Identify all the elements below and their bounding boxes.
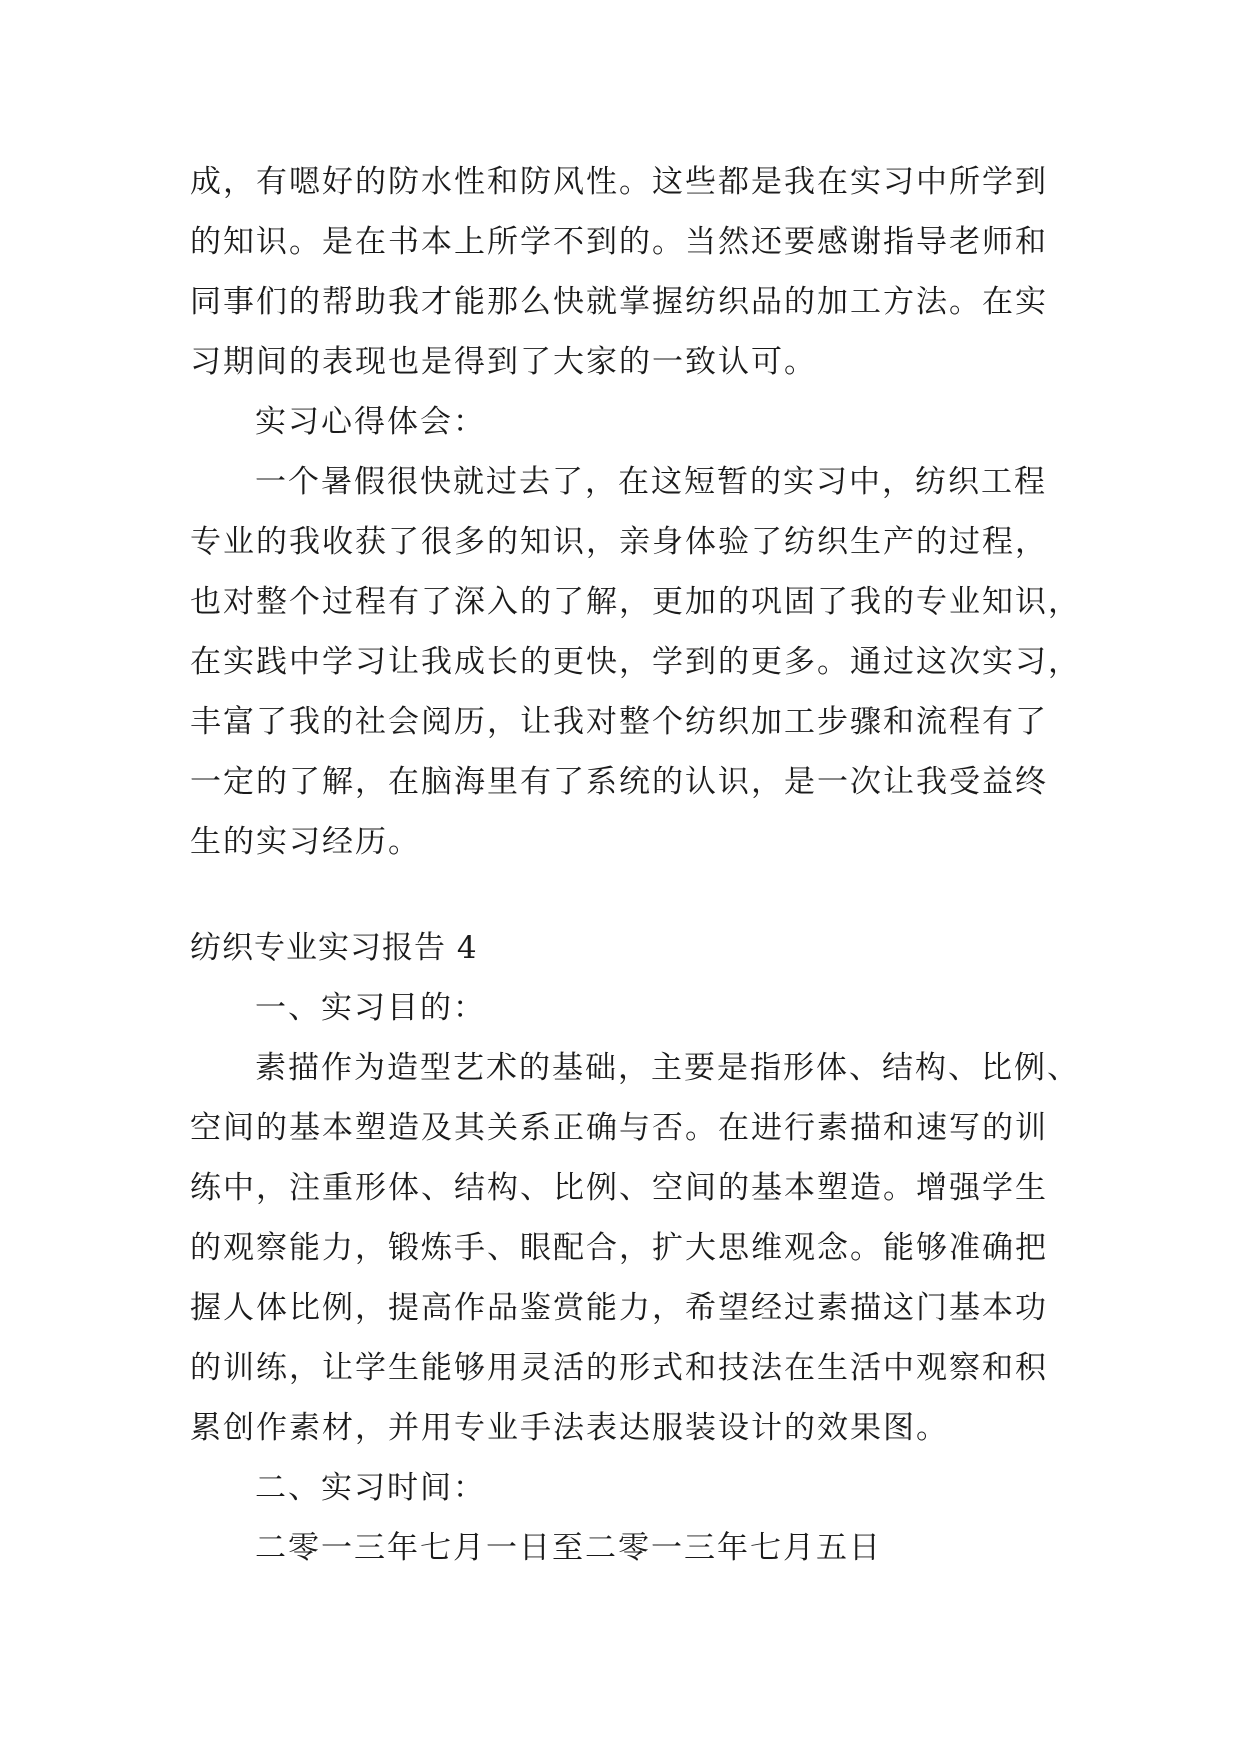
paragraph-line: 成，有嗯好的防水性和防风性。这些都是我在实习中所学到 (190, 164, 1048, 200)
paragraph-line: 素描作为造型艺术的基础，主要是指形体、结构、比例、 (255, 1050, 1080, 1086)
paragraph-line: 也对整个过程有了深入的了解，更加的巩固了我的专业知识， (190, 584, 1081, 620)
paragraph-line: 生的实习经历。 (190, 824, 421, 860)
paragraph-line: 习期间的表现也是得到了大家的一致认可。 (190, 344, 817, 380)
paragraph-line: 一个暑假很快就过去了，在这短暂的实习中，纺织工程 (255, 464, 1047, 500)
date-line: 二零一三年七月一日至二零一三年七月五日 (255, 1530, 882, 1566)
paragraph-line: 的观察能力，锻炼手、眼配合，扩大思维观念。能够准确把 (190, 1230, 1048, 1266)
paragraph-line: 在实践中学习让我成长的更快，学到的更多。通过这次实习， (190, 644, 1081, 680)
paragraph-line: 同事们的帮助我才能那么快就掌握纺织品的加工方法。在实 (190, 284, 1048, 320)
report-title: 纺织专业实习报告 4 (190, 930, 478, 966)
paragraph-line: 累创作素材，并用专业手法表达服装设计的效果图。 (190, 1410, 949, 1446)
paragraph-line: 丰富了我的社会阅历，让我对整个纺织加工步骤和流程有了 (190, 704, 1048, 740)
paragraph-line: 握人体比例，提高作品鉴赏能力，希望经过素描这门基本功 (190, 1290, 1048, 1326)
experience-heading: 实习心得体会： (255, 404, 486, 440)
paragraph-line: 的训练，让学生能够用灵活的形式和技法在生活中观察和积 (190, 1350, 1048, 1386)
paragraph-line: 专业的我收获了很多的知识，亲身体验了纺织生产的过程， (190, 524, 1048, 560)
paragraph-line: 的知识。是在书本上所学不到的。当然还要感谢指导老师和 (190, 224, 1048, 260)
section-heading: 一、实习目的： (255, 990, 486, 1026)
paragraph-line: 空间的基本塑造及其关系正确与否。在进行素描和速写的训 (190, 1110, 1048, 1146)
section-heading: 二、实习时间： (255, 1470, 486, 1506)
paragraph-line: 一定的了解，在脑海里有了系统的认识，是一次让我受益终 (190, 764, 1048, 800)
paragraph-line: 练中，注重形体、结构、比例、空间的基本塑造。增强学生 (190, 1170, 1048, 1206)
